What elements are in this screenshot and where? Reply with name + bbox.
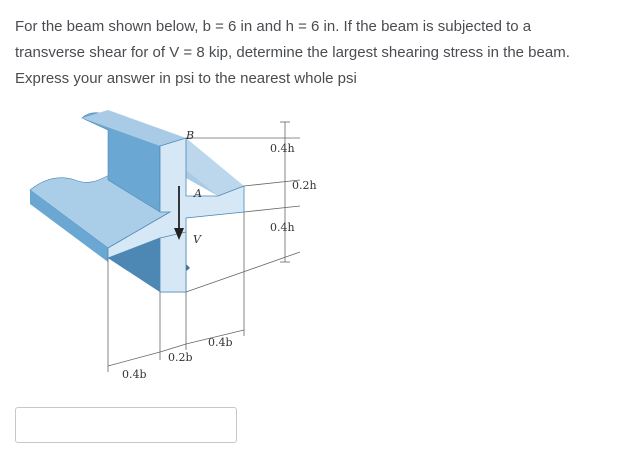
question-line-3: Express your answer in psi to the nearest whole psi (15, 70, 357, 87)
label-0.4h-top: 0.4h (270, 142, 295, 155)
label-a-point: A (194, 187, 202, 200)
label-v-force: V (193, 233, 201, 246)
answer-input[interactable] (15, 407, 237, 443)
question-line-2: transverse shear for of V = 8 kip, determine the largest shearing stress in the beam. (15, 44, 570, 61)
label-0.4b-right: 0.4b (208, 336, 233, 349)
label-0.2h: 0.2h (292, 179, 317, 192)
web-bottom-face (160, 232, 186, 292)
label-0.2b: 0.2b (168, 351, 193, 364)
label-b-point: B (186, 129, 195, 142)
label-0.4h-bottom: 0.4h (270, 221, 295, 234)
question-line-1: For the beam shown below, b = 6 in and h = 6 in. If the beam is subjected to a (15, 18, 532, 35)
label-0.4b-left: 0.4b (122, 368, 147, 381)
